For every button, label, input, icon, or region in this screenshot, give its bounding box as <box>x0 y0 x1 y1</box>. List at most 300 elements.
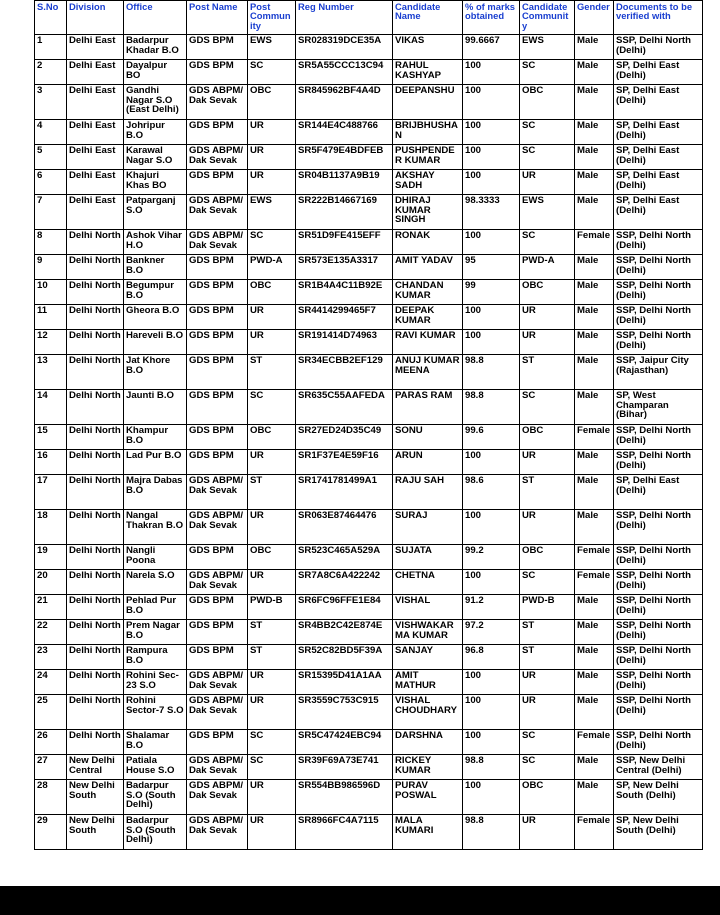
cell-reg-number: SR5A55CCC13C94 <box>296 60 393 85</box>
bottom-bar <box>0 886 720 915</box>
cell-reg-number: SR635C55AAFEDA <box>296 390 393 425</box>
cell-post-community: OBC <box>248 425 296 450</box>
cell-reg-number: SR554BB986596D <box>296 780 393 815</box>
cell-candidate-community: ST <box>520 475 575 510</box>
cell-candidate-name: BRIJBHUSHAN <box>393 120 463 145</box>
cell-post-community: EWS <box>248 35 296 60</box>
cell-candidate-name: AMIT YADAV <box>393 255 463 280</box>
cell-division: Delhi East <box>67 145 124 170</box>
cell-post-name: GDS BPM <box>187 450 248 475</box>
cell-sno: 10 <box>35 280 67 305</box>
cell-post-community: PWD-B <box>248 595 296 620</box>
cell-gender: Male <box>575 620 614 645</box>
cell-post-community: UR <box>248 170 296 195</box>
cell-documents: SP, Delhi East (Delhi) <box>614 120 703 145</box>
cell-division: Delhi North <box>67 330 124 355</box>
cell-documents: SSP, Delhi North (Delhi) <box>614 570 703 595</box>
cell-documents: SSP, Delhi North (Delhi) <box>614 595 703 620</box>
cell-marks: 99.2 <box>463 545 520 570</box>
cell-gender: Male <box>575 60 614 85</box>
table-row <box>35 230 703 255</box>
cell-division: New Delhi South <box>67 815 124 850</box>
cell-marks: 100 <box>463 695 520 730</box>
cell-sno: 3 <box>35 85 67 120</box>
cell-division: New Delhi Central <box>67 755 124 780</box>
cell-office: Gandhi Nagar S.O (East Delhi) <box>124 85 187 120</box>
cell-candidate-name: RAVI KUMAR <box>393 330 463 355</box>
cell-documents: SP, New Delhi South (Delhi) <box>614 780 703 815</box>
table-row <box>35 145 703 170</box>
column-header-division: Division <box>67 1 124 35</box>
cell-division: Delhi North <box>67 230 124 255</box>
cell-office: Gheora B.O <box>124 305 187 330</box>
cell-post-community: SC <box>248 60 296 85</box>
table-row <box>35 620 703 645</box>
table-row <box>35 120 703 145</box>
cell-marks: 100 <box>463 120 520 145</box>
cell-candidate-name: PARAS RAM <box>393 390 463 425</box>
cell-reg-number: SR222B14667169 <box>296 195 393 230</box>
table-row <box>35 595 703 620</box>
cell-office: Shalamar B.O <box>124 730 187 755</box>
cell-documents: SSP, Delhi North (Delhi) <box>614 330 703 355</box>
cell-documents: SP, Delhi East (Delhi) <box>614 475 703 510</box>
cell-candidate-community: UR <box>520 695 575 730</box>
cell-sno: 14 <box>35 390 67 425</box>
cell-candidate-name: VISHWAKARMA KUMAR <box>393 620 463 645</box>
cell-gender: Male <box>575 35 614 60</box>
table-row <box>35 60 703 85</box>
cell-post-community: UR <box>248 145 296 170</box>
cell-gender: Male <box>575 450 614 475</box>
cell-post-community: SC <box>248 755 296 780</box>
cell-candidate-name: RAHUL KASHYAP <box>393 60 463 85</box>
cell-office: Narela S.O <box>124 570 187 595</box>
cell-post-community: OBC <box>248 85 296 120</box>
cell-marks: 99.6 <box>463 425 520 450</box>
cell-division: New Delhi South <box>67 780 124 815</box>
cell-division: Delhi North <box>67 355 124 390</box>
cell-post-community: UR <box>248 780 296 815</box>
table-row <box>35 255 703 280</box>
cell-gender: Male <box>575 645 614 670</box>
table-row <box>35 330 703 355</box>
cell-candidate-community: ST <box>520 620 575 645</box>
cell-office: Nangli Poona <box>124 545 187 570</box>
cell-division: Delhi North <box>67 645 124 670</box>
cell-candidate-name: VISHAL <box>393 595 463 620</box>
table-row <box>35 170 703 195</box>
cell-candidate-name: AKSHAY SADH <box>393 170 463 195</box>
cell-division: Delhi North <box>67 695 124 730</box>
cell-reg-number: SR27ED24D35C49 <box>296 425 393 450</box>
cell-division: Delhi North <box>67 305 124 330</box>
results-sheet <box>34 0 702 850</box>
cell-reg-number: SR51D9FE415EFF <box>296 230 393 255</box>
cell-gender: Male <box>575 670 614 695</box>
cell-candidate-name: AMIT MATHUR <box>393 670 463 695</box>
cell-post-community: UR <box>248 450 296 475</box>
cell-reg-number: SR845962BF4A4D <box>296 85 393 120</box>
cell-sno: 20 <box>35 570 67 595</box>
cell-reg-number: SR3559C753C915 <box>296 695 393 730</box>
cell-reg-number: SR04B1137A9B19 <box>296 170 393 195</box>
cell-division: Delhi North <box>67 670 124 695</box>
cell-office: Ashok Vihar H.O <box>124 230 187 255</box>
cell-reg-number: SR063E87464476 <box>296 510 393 545</box>
cell-post-name: GDS ABPM/ Dak Sevak <box>187 230 248 255</box>
table-row <box>35 195 703 230</box>
cell-marks: 100 <box>463 145 520 170</box>
cell-documents: SSP, Delhi North (Delhi) <box>614 425 703 450</box>
cell-documents: SP, Delhi East (Delhi) <box>614 195 703 230</box>
cell-sno: 29 <box>35 815 67 850</box>
cell-office: Hareveli B.O <box>124 330 187 355</box>
cell-post-name: GDS ABPM/ Dak Sevak <box>187 755 248 780</box>
cell-post-community: PWD-A <box>248 255 296 280</box>
cell-gender: Male <box>575 595 614 620</box>
cell-sno: 25 <box>35 695 67 730</box>
cell-post-community: UR <box>248 510 296 545</box>
cell-sno: 17 <box>35 475 67 510</box>
cell-division: Delhi North <box>67 475 124 510</box>
cell-office: Lad Pur B.O <box>124 450 187 475</box>
cell-division: Delhi North <box>67 730 124 755</box>
cell-sno: 8 <box>35 230 67 255</box>
table-row <box>35 35 703 60</box>
cell-candidate-name: VIKAS <box>393 35 463 60</box>
cell-gender: Male <box>575 390 614 425</box>
cell-post-community: OBC <box>248 545 296 570</box>
cell-candidate-community: SC <box>520 570 575 595</box>
cell-office: Rampura B.O <box>124 645 187 670</box>
cell-office: Khampur B.O <box>124 425 187 450</box>
column-header-gender: Gender <box>575 1 614 35</box>
table-row <box>35 510 703 545</box>
table-row <box>35 355 703 390</box>
cell-candidate-community: EWS <box>520 195 575 230</box>
cell-candidate-community: UR <box>520 510 575 545</box>
cell-sno: 18 <box>35 510 67 545</box>
cell-candidate-name: RICKEY KUMAR <box>393 755 463 780</box>
cell-reg-number: SR573E135A3317 <box>296 255 393 280</box>
cell-post-community: SC <box>248 230 296 255</box>
cell-office: Badarpur S.O (South Delhi) <box>124 815 187 850</box>
cell-candidate-name: SANJAY <box>393 645 463 670</box>
cell-post-name: GDS BPM <box>187 425 248 450</box>
cell-reg-number: SR523C465A529A <box>296 545 393 570</box>
cell-post-name: GDS ABPM/ Dak Sevak <box>187 570 248 595</box>
table-row <box>35 85 703 120</box>
cell-candidate-name: SURAJ <box>393 510 463 545</box>
table-row <box>35 780 703 815</box>
cell-gender: Male <box>575 695 614 730</box>
cell-gender: Male <box>575 195 614 230</box>
table-row <box>35 475 703 510</box>
column-header-documents: Documents to be verified with <box>614 1 703 35</box>
cell-post-name: GDS BPM <box>187 255 248 280</box>
cell-sno: 21 <box>35 595 67 620</box>
cell-reg-number: SR5F479E4BDFEB <box>296 145 393 170</box>
cell-post-name: GDS BPM <box>187 280 248 305</box>
cell-post-name: GDS BPM <box>187 120 248 145</box>
cell-division: Delhi North <box>67 280 124 305</box>
cell-candidate-community: OBC <box>520 280 575 305</box>
cell-reg-number: SR34ECBB2EF129 <box>296 355 393 390</box>
table-row <box>35 305 703 330</box>
cell-gender: Male <box>575 280 614 305</box>
cell-post-name: GDS ABPM/ Dak Sevak <box>187 780 248 815</box>
cell-reg-number: SR39F69A73E741 <box>296 755 393 780</box>
cell-office: Jaunti B.O <box>124 390 187 425</box>
cell-candidate-community: SC <box>520 230 575 255</box>
cell-office: Patparganj S.O <box>124 195 187 230</box>
cell-candidate-community: SC <box>520 390 575 425</box>
cell-marks: 97.2 <box>463 620 520 645</box>
cell-gender: Male <box>575 755 614 780</box>
cell-candidate-community: UR <box>520 330 575 355</box>
cell-marks: 96.8 <box>463 645 520 670</box>
cell-documents: SSP, Delhi North (Delhi) <box>614 510 703 545</box>
cell-gender: Male <box>575 475 614 510</box>
cell-reg-number: SR144E4C488766 <box>296 120 393 145</box>
column-header-post-name: Post Name <box>187 1 248 35</box>
cell-sno: 13 <box>35 355 67 390</box>
cell-post-community: UR <box>248 120 296 145</box>
cell-post-name: GDS ABPM/ Dak Sevak <box>187 85 248 120</box>
cell-sno: 15 <box>35 425 67 450</box>
cell-gender: Male <box>575 780 614 815</box>
cell-division: Delhi North <box>67 570 124 595</box>
cell-office: Dayalpur BO <box>124 60 187 85</box>
table-row <box>35 695 703 730</box>
cell-post-name: GDS BPM <box>187 545 248 570</box>
cell-candidate-name: VISHAL CHOUDHARY <box>393 695 463 730</box>
cell-division: Delhi North <box>67 620 124 645</box>
cell-candidate-community: ST <box>520 645 575 670</box>
table-row <box>35 755 703 780</box>
cell-post-community: ST <box>248 475 296 510</box>
table-row <box>35 670 703 695</box>
cell-gender: Female <box>575 815 614 850</box>
cell-gender: Female <box>575 730 614 755</box>
cell-office: Patiala House S.O <box>124 755 187 780</box>
cell-office: Nangal Thakran B.O <box>124 510 187 545</box>
cell-post-name: GDS BPM <box>187 390 248 425</box>
cell-post-name: GDS BPM <box>187 730 248 755</box>
cell-marks: 100 <box>463 570 520 595</box>
cell-candidate-name: PURAV POSWAL <box>393 780 463 815</box>
cell-candidate-community: ST <box>520 355 575 390</box>
cell-candidate-community: OBC <box>520 425 575 450</box>
cell-marks: 99.6667 <box>463 35 520 60</box>
cell-documents: SSP, Delhi North (Delhi) <box>614 645 703 670</box>
cell-gender: Male <box>575 170 614 195</box>
cell-candidate-community: SC <box>520 755 575 780</box>
cell-office: Khajuri Khas BO <box>124 170 187 195</box>
cell-candidate-name: SUJATA <box>393 545 463 570</box>
table-row <box>35 545 703 570</box>
cell-candidate-name: DEEPAK KUMAR <box>393 305 463 330</box>
cell-post-community: UR <box>248 815 296 850</box>
cell-division: Delhi East <box>67 170 124 195</box>
cell-candidate-community: OBC <box>520 780 575 815</box>
cell-sno: 22 <box>35 620 67 645</box>
cell-marks: 98.8 <box>463 755 520 780</box>
cell-gender: Female <box>575 570 614 595</box>
cell-post-name: GDS BPM <box>187 355 248 390</box>
cell-marks: 100 <box>463 670 520 695</box>
cell-documents: SP, West Champaran (Bihar) <box>614 390 703 425</box>
cell-reg-number: SR6FC96FFE1E84 <box>296 595 393 620</box>
cell-candidate-name: RAJU SAH <box>393 475 463 510</box>
cell-sno: 28 <box>35 780 67 815</box>
cell-candidate-community: UR <box>520 305 575 330</box>
cell-reg-number: SR1741781499A1 <box>296 475 393 510</box>
cell-candidate-community: EWS <box>520 35 575 60</box>
cell-post-community: UR <box>248 570 296 595</box>
cell-marks: 100 <box>463 780 520 815</box>
cell-documents: SP, New Delhi South (Delhi) <box>614 815 703 850</box>
cell-documents: SSP, Delhi North (Delhi) <box>614 35 703 60</box>
cell-sno: 16 <box>35 450 67 475</box>
cell-division: Delhi East <box>67 195 124 230</box>
cell-post-name: GDS ABPM/ Dak Sevak <box>187 510 248 545</box>
cell-candidate-name: DARSHNA <box>393 730 463 755</box>
cell-sno: 1 <box>35 35 67 60</box>
cell-documents: SSP, Delhi North (Delhi) <box>614 450 703 475</box>
cell-post-name: GDS ABPM/ Dak Sevak <box>187 195 248 230</box>
table-row <box>35 390 703 425</box>
cell-reg-number: SR15395D41A1AA <box>296 670 393 695</box>
cell-sno: 5 <box>35 145 67 170</box>
cell-candidate-name: ARUN <box>393 450 463 475</box>
cell-candidate-community: UR <box>520 670 575 695</box>
cell-marks: 100 <box>463 730 520 755</box>
cell-documents: SSP, Delhi North (Delhi) <box>614 305 703 330</box>
cell-documents: SP, Delhi East (Delhi) <box>614 145 703 170</box>
cell-candidate-name: CHETNA <box>393 570 463 595</box>
cell-reg-number: SR52C82BD5F39A <box>296 645 393 670</box>
cell-candidate-community: SC <box>520 145 575 170</box>
column-header-post-community: Post Community <box>248 1 296 35</box>
cell-post-community: UR <box>248 305 296 330</box>
cell-documents: SSP, Delhi North (Delhi) <box>614 670 703 695</box>
cell-division: Delhi North <box>67 390 124 425</box>
cell-reg-number: SR7A8C6A422242 <box>296 570 393 595</box>
cell-division: Delhi East <box>67 35 124 60</box>
cell-documents: SSP, Jaipur City (Rajasthan) <box>614 355 703 390</box>
cell-gender: Male <box>575 120 614 145</box>
cell-office: Prem Nagar B.O <box>124 620 187 645</box>
cell-sno: 12 <box>35 330 67 355</box>
cell-sno: 27 <box>35 755 67 780</box>
cell-post-name: GDS ABPM/ Dak Sevak <box>187 475 248 510</box>
cell-gender: Male <box>575 510 614 545</box>
cell-candidate-community: OBC <box>520 545 575 570</box>
cell-reg-number: SR4BB2C42E874E <box>296 620 393 645</box>
cell-post-community: ST <box>248 620 296 645</box>
cell-office: Begumpur B.O <box>124 280 187 305</box>
cell-office: Rohini Sec-23 S.O <box>124 670 187 695</box>
cell-post-community: UR <box>248 330 296 355</box>
cell-post-community: SC <box>248 730 296 755</box>
table-body <box>35 35 703 850</box>
cell-post-community: UR <box>248 670 296 695</box>
cell-candidate-name: SONU <box>393 425 463 450</box>
cell-post-name: GDS BPM <box>187 645 248 670</box>
cell-post-name: GDS ABPM/ Dak Sevak <box>187 145 248 170</box>
cell-office: Majra Dabas B.O <box>124 475 187 510</box>
cell-marks: 98.3333 <box>463 195 520 230</box>
cell-candidate-community: PWD-B <box>520 595 575 620</box>
table-row <box>35 730 703 755</box>
cell-post-name: GDS BPM <box>187 35 248 60</box>
cell-office: Pehlad Pur B.O <box>124 595 187 620</box>
cell-marks: 100 <box>463 170 520 195</box>
cell-post-community: EWS <box>248 195 296 230</box>
cell-division: Delhi North <box>67 425 124 450</box>
cell-candidate-name: ANUJ KUMAR MEENA <box>393 355 463 390</box>
cell-marks: 100 <box>463 450 520 475</box>
cell-documents: SSP, New Delhi Central (Delhi) <box>614 755 703 780</box>
cell-post-name: GDS BPM <box>187 595 248 620</box>
cell-gender: Male <box>575 145 614 170</box>
cell-post-name: GDS BPM <box>187 620 248 645</box>
selection-results-table <box>34 0 703 850</box>
cell-candidate-community: UR <box>520 170 575 195</box>
cell-post-community: UR <box>248 695 296 730</box>
cell-marks: 100 <box>463 60 520 85</box>
cell-sno: 19 <box>35 545 67 570</box>
cell-division: Delhi North <box>67 595 124 620</box>
cell-post-name: GDS ABPM/ Dak Sevak <box>187 815 248 850</box>
cell-post-community: OBC <box>248 280 296 305</box>
cell-candidate-name: MALA KUMARI <box>393 815 463 850</box>
cell-post-name: GDS BPM <box>187 170 248 195</box>
cell-marks: 100 <box>463 85 520 120</box>
table-row <box>35 450 703 475</box>
header-row <box>35 1 703 35</box>
cell-sno: 11 <box>35 305 67 330</box>
cell-post-name: GDS ABPM/ Dak Sevak <box>187 670 248 695</box>
cell-marks: 91.2 <box>463 595 520 620</box>
cell-sno: 26 <box>35 730 67 755</box>
table-row <box>35 280 703 305</box>
cell-division: Delhi North <box>67 510 124 545</box>
cell-reg-number: SR028319DCE35A <box>296 35 393 60</box>
column-header-sno: S.No <box>35 1 67 35</box>
table-row <box>35 645 703 670</box>
cell-candidate-community: SC <box>520 60 575 85</box>
cell-gender: Female <box>575 230 614 255</box>
cell-candidate-community: OBC <box>520 85 575 120</box>
cell-office: Jat Khore B.O <box>124 355 187 390</box>
cell-office: Johripur B.O <box>124 120 187 145</box>
cell-marks: 100 <box>463 510 520 545</box>
cell-reg-number: SR8966FC4A7115 <box>296 815 393 850</box>
cell-sno: 23 <box>35 645 67 670</box>
cell-candidate-name: DEEPANSHU <box>393 85 463 120</box>
table-row <box>35 570 703 595</box>
cell-sno: 2 <box>35 60 67 85</box>
cell-documents: SSP, Delhi North (Delhi) <box>614 545 703 570</box>
column-header-reg-number: Reg Number <box>296 1 393 35</box>
cell-documents: SP, Delhi East (Delhi) <box>614 60 703 85</box>
cell-office: Bankner B.O <box>124 255 187 280</box>
cell-sno: 6 <box>35 170 67 195</box>
cell-documents: SP, Delhi East (Delhi) <box>614 85 703 120</box>
